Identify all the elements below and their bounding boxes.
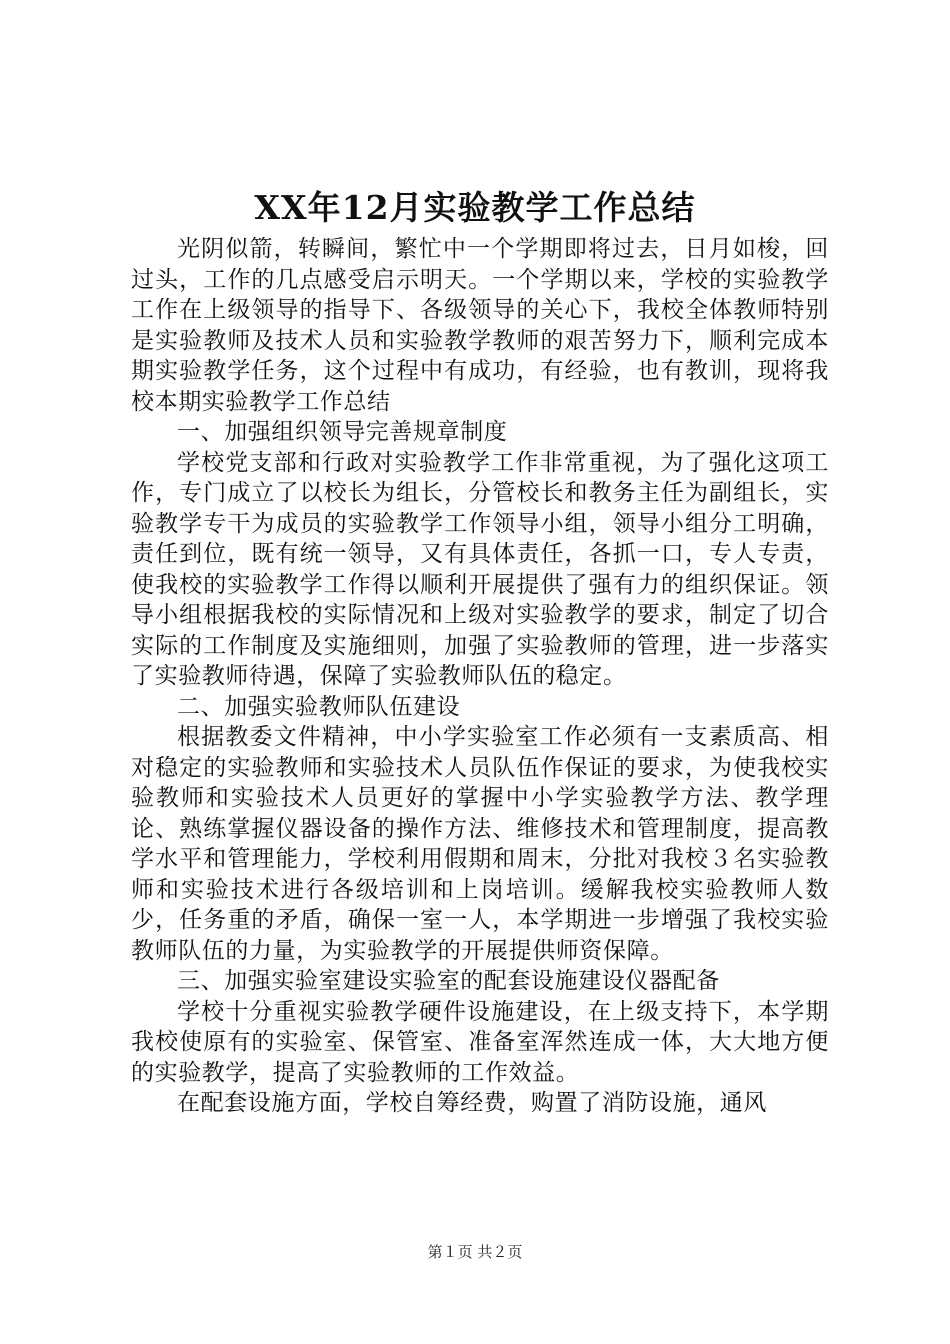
document-title: XX年12月实验教学工作总结 [254, 188, 696, 227]
section-heading-3: 三、加强实验室建设实验室的配套设施建设仪器配备 [177, 968, 720, 994]
section-heading-1: 一、加强组织领导完善规章制度 [177, 419, 508, 445]
section-3-paragraph-continued: 在配套设施方面，学校自筹经费，购置了消防设施，通风 [177, 1090, 767, 1116]
document-body [131, 234, 829, 1119]
page-number-footer: 第１页 共２页 [427, 1243, 523, 1261]
section-1-paragraph: 学校党支部和行政对实验教学工作非常重视，为了强化这项工作，专门成立了以校长为组长，分管校长和教务主任为副组长，实验教学专干为成员的实验教学工作领导小组，领导小组分工明确，责任到位，既有统一领导，又有具体责任，各抓一口，专人专责，使我校的实验教学工作得以顺利开展提供了强有力的组织保证。领导小组根据我校的实际情况和上级对实验教学的要求，制定了切合实际的工作制度及实施细则，加强了实验教师的管理，进一步落实了实验教师待遇，保障了实验教师队伍的稳定。 [131, 449, 829, 689]
section-heading-2: 二、加强实验教师队伍建设 [177, 693, 461, 720]
intro-paragraph: 光阴似箭，转瞬间，繁忙中一个学期即将过去，日月如梭，回过头，工作的几点感受启示明天。一个学期以来，学校的实验教学工作在上级领导的指导下、各级领导的关心下，我校全体教师特别是实验教师及技术人员和实验教学教师的艰苦努力下，顺利完成本期实验教学任务，这个过程中有成功，有经验，也有教训，现将我校本期实验教学工作总结 [131, 236, 829, 415]
section-2-paragraph: 根据教委文件精神，中小学实验室工作必须有一支素质高、相对稳定的实验教师和实验技术人员队伍作保证的要求，为使我校实验教师和实验技术人员更好的掌握中小学实验教学方法、教学理论、熟练掌握仪器设备的操作方法、维修技术和管理制度，提高教学水平和管理能力，学校利用假期和周末，分批对我校３名实验教师和实验技术进行各级培训和上岗培训。缓解我校实验教师人数少，任务重的矛盾，确保一室一人，本学期进一步增强了我校实验教师队伍的力量，为实验教学的开展提供师资保障。 [131, 724, 829, 964]
section-3-paragraph: 学校十分重视实验教学硬件设施建设，在上级支持下，本学期我校使原有的实验室、保管室、准备室浑然连成一体，大大地方便的实验教学，提高了实验教师的工作效益。 [131, 998, 829, 1086]
